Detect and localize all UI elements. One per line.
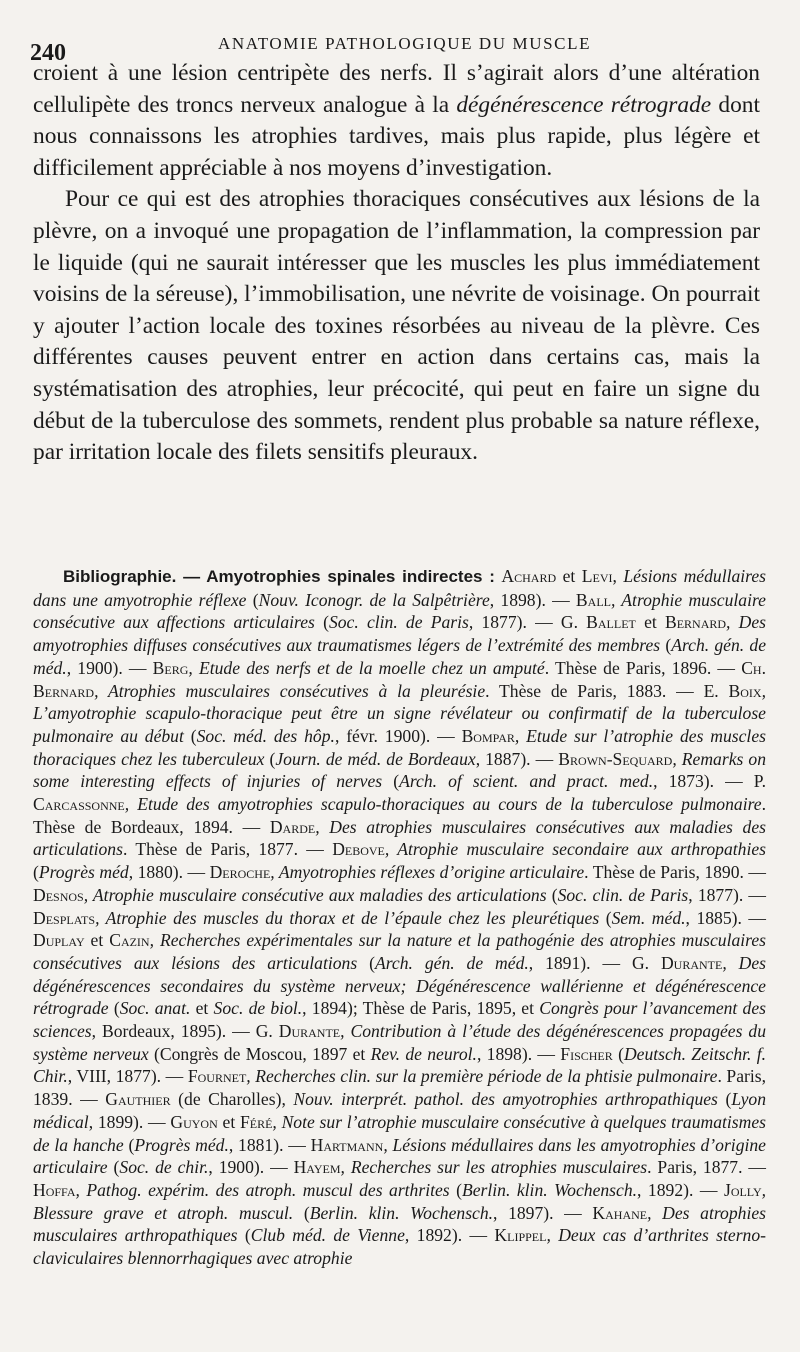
running-title: ANATOMIE PATHOLOGIQUE DU MUSCLE <box>218 34 592 53</box>
bibliography-paragraph: Bibliographie. — Amyotrophies spinales indirectes : Achard et Levi, Lésions médullaires dans une amyotrophie réflexe (Nouv. Iconogr. de la Salpêtrière, 1898). — Ball, Atrophie musculaire consécutive aux affections articulaires (Soc. clin. de Paris, 1877). — G. Ballet et Bernard, Des amyotrophies diffuses consécutives aux traumatismes légers de l’extrémité des membres (Arch. gén. de méd., 1900). — Berg, Etude des nerfs et de la moelle chez un amputé. Thèse de Paris, 1896. — Ch. Bernard, Atrophies musculaires consécutives à la pleurésie. Thèse de Paris, 1883. — E. Boix, L’amyotrophie scapulo-thoracique peut être un signe révélateur ou confirmatif de la tuberculose pulmonaire au début (Soc. méd. des hôp., févr. 1900). — Bompar, Etude sur l’atrophie des muscles thoraciques chez les tuberculeux (Journ. de méd. de Bordeaux, 1887). — Brown-Sequard, Remarks on some interesting effects of injuries of nerves (Arch. of scient. and pract. med., 1873). — P. Carcassonne, Etude des amyotrophies scapulo-thoraciques au cours de la tuberculose pulmonaire. Thèse de Bordeaux, 1894. — Darde, Des atrophies musculaires consécutives aux maladies des articulations. Thèse de Paris, 1877. — Debove, Atrophie musculaire secondaire aux arthropathies (Progrès méd, 1880). — Deroche, Amyotrophies réflexes d’origine articulaire. Thèse de Paris, 1890. — Desnos, Atrophie musculaire consécutive aux maladies des articulations (Soc. clin. de Paris, 1877). — Desplats, Atrophie des muscles du thorax et de l’épaule chez les pleurétiques (Sem. méd., 1885). — Duplay et Cazin, Recherches expérimentales sur la nature et la pathogénie des atrophies musculaires consécutives aux lésions des articulations (Arch. gén. de méd., 1891). — G. Durante, Des dégénérescences secondaires du système nerveux; Dégénérescence wallérienne et dégénérescence rétrograde (Soc. anat. et Soc. de biol., 1894); Thèse de Paris, 1895, et Congrès pour l’avancement des sciences, Bordeaux, 1895). — G. Durante, Contribution à l’étude des dégénérescences propagées du système nerveux (Congrès de Moscou, 1897 et Rev. de neurol., 1898). — Fischer (Deutsch. Zeitschr. f. Chir., VIII, 1877). — Fournet, Recherches clin. sur la première période de la phtisie pulmonaire. Paris, 1839. — Gauthier (de Charolles), Nouv. interprét. pathol. des amyotrophies arthropathiques (Lyon médical, 1899). — Guyon et Féré, Note sur l’atrophie musculaire consécutive à quelques traumatismes de la hanche (Progrès méd., 1881). — Hartmann, Lésions médullaires dans les amyotrophies d’origine articulaire (Soc. de chir., 1900). — Hayem, Recherches sur les atrophies musculaires. Paris, 1877. — Hoffa, Pathog. expérim. des atroph. muscul des arthrites (Berlin. klin. Wochensch., 1892). — Jolly, Blessure grave et atroph. muscul. (Berlin. klin. Wochensch., 1897). — Kahane, Des atrophies musculaires arthropathiques (Club méd. de Vienne, 1892). — Klippel, Deux cas d’arthrites sterno-claviculaires blennorrhagiques avec atrophie <box>33 566 767 1269</box>
page-number: 240 <box>30 40 66 66</box>
paragraph-2: Pour ce qui est des atrophies thoraciques consécutives aux lésions de la plèvre, on a invoqué une propagation de l’inflammation, la compression par le liquide (qui ne saurait intéresser que les muscles les plus immédiatement voisins de la séreuse), l’immobilisation, une névrite de voisinage. On pourrait y ajouter l’action locale des toxines résorbées au niveau de la plèvre. Ces différentes causes peuvent entrer en action dans certains cas, mais la systématisation des atrophies, leur précocité, qui peut en faire un signe du début de la tuberculose des sommets, rendent plus probable sa nature réflexe, par irritation locale des filets sensitifs pleuraux. <box>33 186 760 466</box>
page-header <box>30 26 760 66</box>
bibliography <box>33 565 766 1270</box>
bibliography-heading: Bibliographie. — Amyotrophies spinales indirectes : <box>63 567 495 586</box>
paragraph-1: croient à une lésion centripète des nerfs. Il s’agirait alors d’une altération cellulipète des troncs nerveux analogue à la dégénérescence rétrograde dont nous connaissons les atrophies tardives, mais plus rapide, plus légère et difficilement appréciable à nos moyens d’investigation. <box>33 60 760 181</box>
main-text <box>33 58 760 469</box>
